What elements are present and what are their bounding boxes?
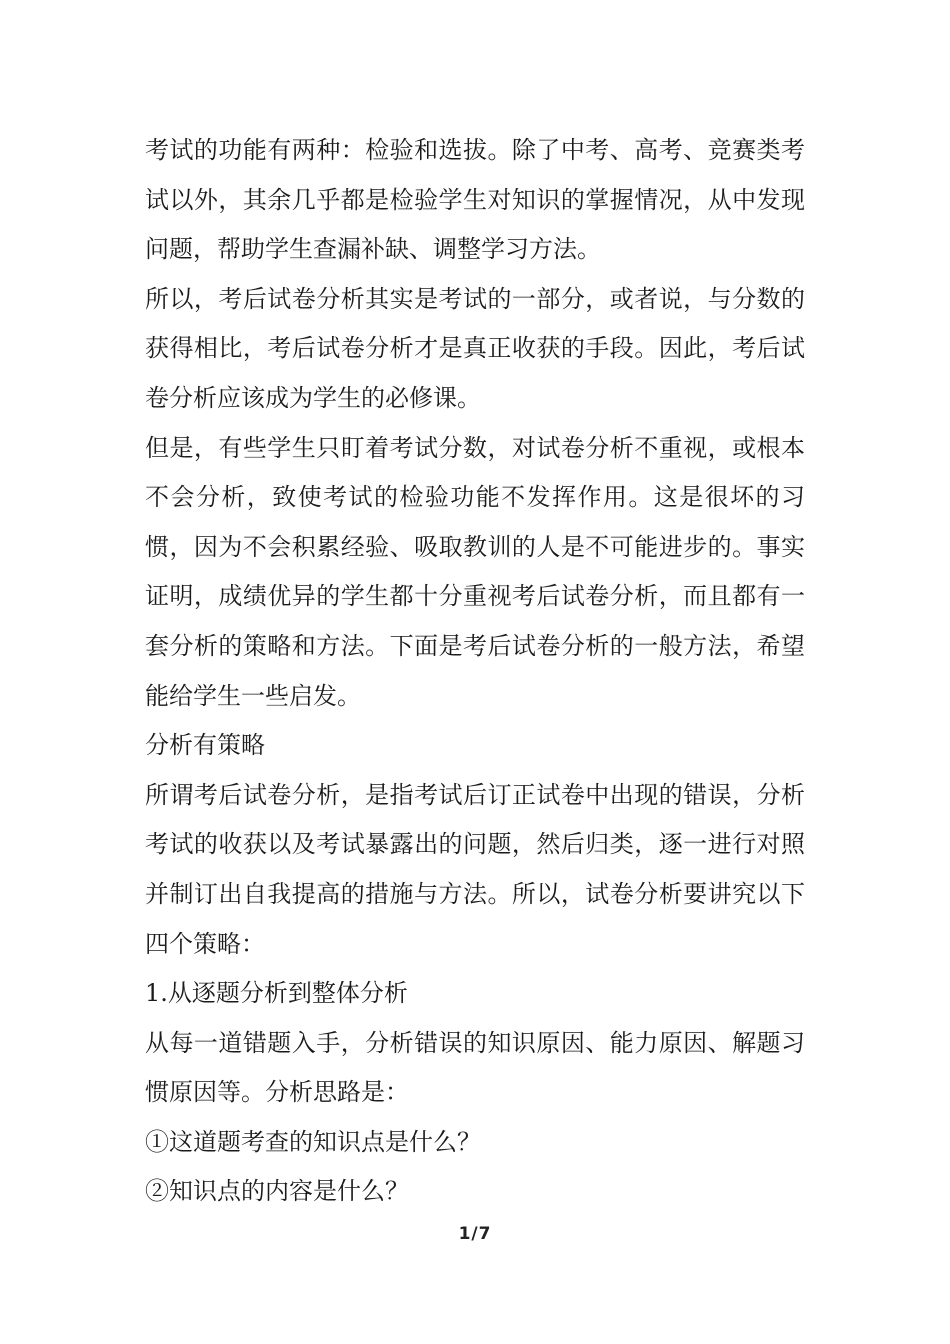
question-item-2: ②知识点的内容是什么？: [145, 1177, 409, 1206]
document-body: [145, 126, 805, 1217]
paragraph-5: 从每一道错题入手，分析错误的知识原因、能力原因、解题习惯原因等。分析思路是：: [145, 1028, 805, 1107]
section-heading: 分析有策略: [145, 731, 265, 760]
paragraph-3: 但是，有些学生只盯着考试分数，对试卷分析不重视，或根本不会分析，致使考试的检验功能不发挥作用。这是很坏的习惯，因为不会积累经验、吸取教训的人是不可能进步的。事实证明，成绩优异的学生都十分重视考后试卷分析，而且都有一套分析的策略和方法。下面是考后试卷分析的一般方法，希望能给学生一些启发。: [145, 433, 805, 710]
paragraph-1: 考试的功能有两种：检验和选拔。除了中考、高考、竞赛类考试以外，其余几乎都是检验学生对知识的掌握情况，从中发现问题，帮助学生查漏补缺、调整学习方法。: [145, 136, 805, 264]
question-item-1: ①这道题考查的知识点是什么？: [145, 1127, 481, 1156]
page-number: 1/7: [458, 1224, 492, 1244]
paragraph-4: 所谓考后试卷分析，是指考试后订正试卷中出现的错误，分析考试的收获以及考试暴露出的问题，然后归类，逐一进行对照并制订出自我提高的措施与方法。所以，试卷分析要讲究以下四个策略：: [145, 780, 805, 958]
paragraph-2: 所以，考后试卷分析其实是考试的一部分，或者说，与分数的获得相比，考后试卷分析才是真正收获的手段。因此，考后试卷分析应该成为学生的必修课。: [145, 284, 805, 412]
subheading-1: 1.从逐题分析到整体分析: [145, 979, 408, 1008]
